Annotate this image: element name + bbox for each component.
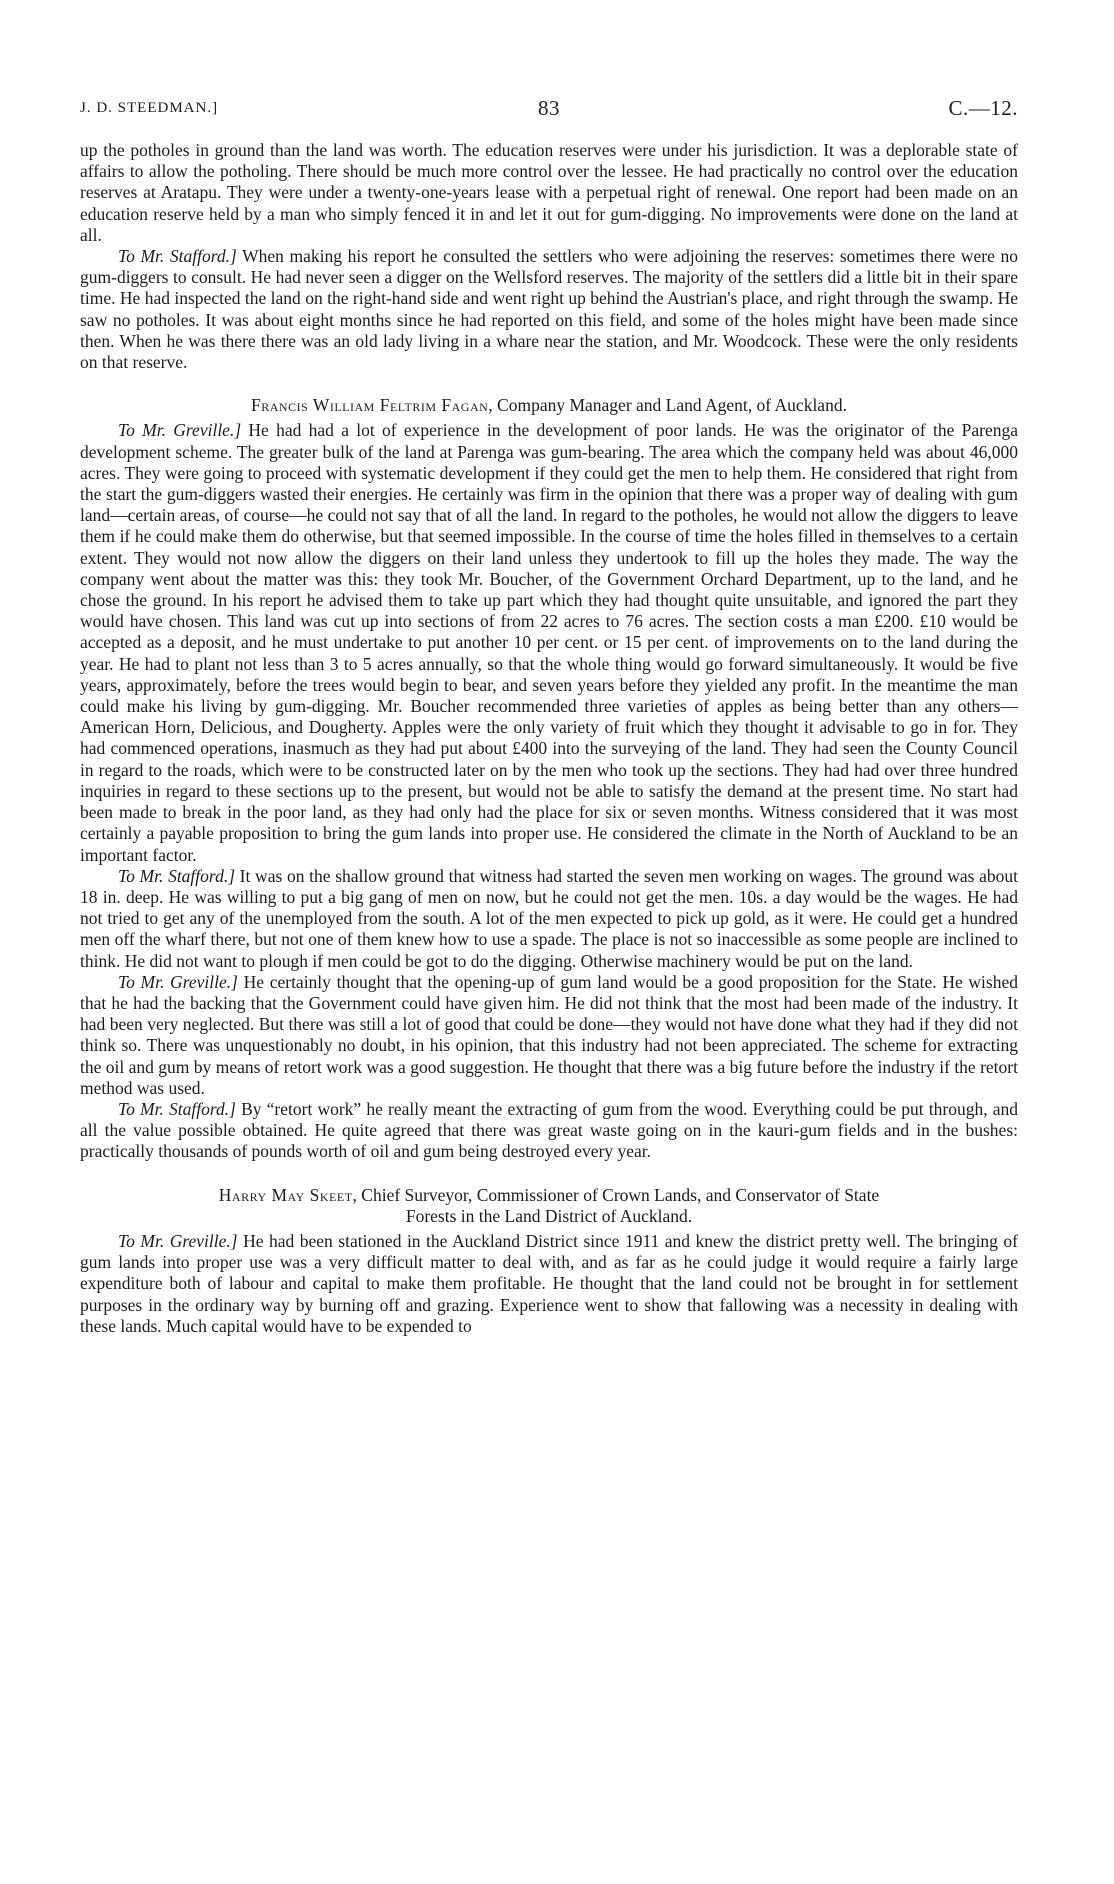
paragraph-text: He had had a lot of experience in the development of poor lands. He was the originator of the Parenga development scheme. The greater bulk of the land at Parenga was gum-bearing. The area which the company held was about 46,000 acres. They were going to proceed with systematic development if they could get the men to help them. He considered that right from the start the gum-diggers wasted their energies. He certainly was firm in the opinion that there was a proper way of dealing with gum land—certain areas, of course—he could not say that of all the land. In regard to the potholes, he would not allow the diggers to leave them if he could make them do otherwise, but that seemed impossible. In the course of time the holes filled in themselves to a certain extent. They would not now allow the diggers on their land unless they undertook to fill up the holes they made. The way the company went about the matter was this: they took Mr. Boucher, of the Government Orchard Department, up to the land, and he chose the ground. In his report he advised them to take up part which they had thought quite unsuitable, and ignored the part they would have chosen. This land was cut up into sections of from 22 acres to 76 acres. The section costs a man £200. £10 would be accepted as a deposit, and he must undertake to put another 10 per cent. or 15 per cent. of improvements on to the land during the year. He had to plant not less than 3 to 5 acres annually, so that the whole thing would go forward simultaneously. It would be five years, approximately, before the trees would begin to bear, and seven years before they yielded any profit. In the meantime the man could make his living by gum-digging. Mr. Boucher recommended three varieties of apples as being better than any others—American Horn, Delicious, and Dougherty. Apples were the only variety of fruit which they thought it advisable to go in for. They had commenced operations, inasmuch as they had put about £400 into the surveying of the land. They had seen the County Council in regard to the roads, which were to be constructed later on by the men who took up the sections. They had had over three hundred inquiries in regard to these sections up to the present, but would not be able to satisfy the demand at the present time. No start had been made to break in the poor land, as they had only had the place for six or seven months. Witness considered that it was most certainly a payable proposition to bring the gum lands into proper use. He considered the climate in the North of Auckland to be an important factor. — [80, 420, 1018, 865]
document-reference: C.—12. — [948, 96, 1018, 120]
header-witness-name: J. D. STEEDMAN.] — [80, 100, 219, 116]
witness-title-continued: Forests in the Land District of Auckland. — [405, 1205, 693, 1226]
witness-title: , Chief Surveyor, Commissioner of Crown Lands, and Conservator of State — [352, 1184, 880, 1205]
page-number: 83 — [538, 96, 560, 120]
paragraph — [80, 420, 1018, 865]
paragraph — [80, 1099, 1018, 1163]
paragraph: up the potholes in ground than the land was worth. The education reserves were under his jurisdiction. It was a deplorable state of affairs to allow the potholing. There should be much more control over the lessee. He had practically no control over the education reserves at Aratapu. They were under a twenty-one-years lease with a perpetual right of renewal. One report had been made on an education reserve held by a man who simply fenced it in and let it out for gum-digging. No improvements were done on the land at all. — [80, 140, 1018, 245]
witness-name: Francis William Feltrim Fagan — [251, 395, 489, 416]
addressed-to: To Mr. Greville.] — [118, 420, 242, 441]
paragraph — [80, 246, 1018, 373]
running-header — [80, 96, 1018, 122]
paragraph-text: It was on the shallow ground that witness had started the seven men working on wages. The ground was about 18 in. deep. He was willing to put a big gang of men on now, but he could not get the men. 10s. a day would be the wages. He had not tried to get any of the unemployed from the south. A lot of the men expected to pick up gold, as it were. He could get a hundred men off the wharf there, but not one of them knew how to use a spade. The place is not so inaccessible as some people are inclined to think. He did not want to plough if men could be got to do the digging. Otherwise machinery would be put on the land. — [80, 865, 1018, 971]
paragraph — [80, 972, 1018, 1099]
paragraph-text: He certainly thought that the opening-up of gum land would be a good proposition for the State. He wished that he had the backing that the Government could have given him. He did not think that the most had been made of the industry. It had been very neglected. But there was still a lot of good that could be done—they would not have done what they had if they did not think so. There was unquestionably no doubt, in his opinion, that this industry had not been appreciated. The scheme for extracting the oil and gum by means of retort work was a good suggestion. He thought that there was a big future before the industry if the retort method was used. — [80, 971, 1018, 1098]
paragraph-text: When making his report he consulted the settlers who were adjoining the reserves: sometimes there were no gum-diggers to consult. He had never seen a digger on the Wellsford reserves. The majority of the settlers did a little bit in their spare time. He had inspected the land on the right-hand side and went right up behind the Austrian's place, and right through the swamp. He saw no potholes. It was about eight months since he had reported on this field, and some of the holes might have been made since then. When he was there there was an old lady living in a whare near the station, and Mr. Woodcock. These were the only residents on that reserve. — [80, 246, 1019, 373]
witness-name: Harry May Skeet — [218, 1184, 353, 1205]
addressed-to: To Mr. Stafford.] — [118, 246, 237, 267]
witness-heading — [80, 395, 1018, 416]
paragraph-text: By “retort work” he really meant the extracting of gum from the wood. Everything could be put through, and all the value possible obtained. He quite agreed that there was great waste going on in the kauri-gum fields and in the bushes: practically thousands of pounds worth of oil and gum being destroyed every year. — [80, 1098, 1018, 1162]
paragraph-text: He had been stationed in the Auckland District since 1911 and knew the district pretty well. The bringing of gum lands into proper use was a very difficult matter to deal with, and as far as he could judge it would require a fairly large expenditure both of labour and capital to make them profitable. He thought that the land could not be brought in for settlement purposes in the ordinary way by burning off and grazing. Experience went to show that fallowing was a necessity in dealing with these lands. Much capital would have to be expended to — [80, 1230, 1019, 1336]
witness-heading — [80, 1185, 1018, 1227]
addressed-to: To Mr. Greville.] — [118, 1230, 238, 1251]
document-page — [80, 96, 1018, 1337]
addressed-to: To Mr. Stafford.] — [118, 1098, 236, 1119]
addressed-to: To Mr. Stafford.] — [118, 865, 235, 886]
paragraph — [80, 1231, 1018, 1337]
addressed-to: To Mr. Greville.] — [118, 971, 238, 992]
paragraph — [80, 866, 1018, 972]
witness-title: , Company Manager and Land Agent, of Auckland. — [488, 395, 847, 416]
body-text — [80, 140, 1018, 1337]
